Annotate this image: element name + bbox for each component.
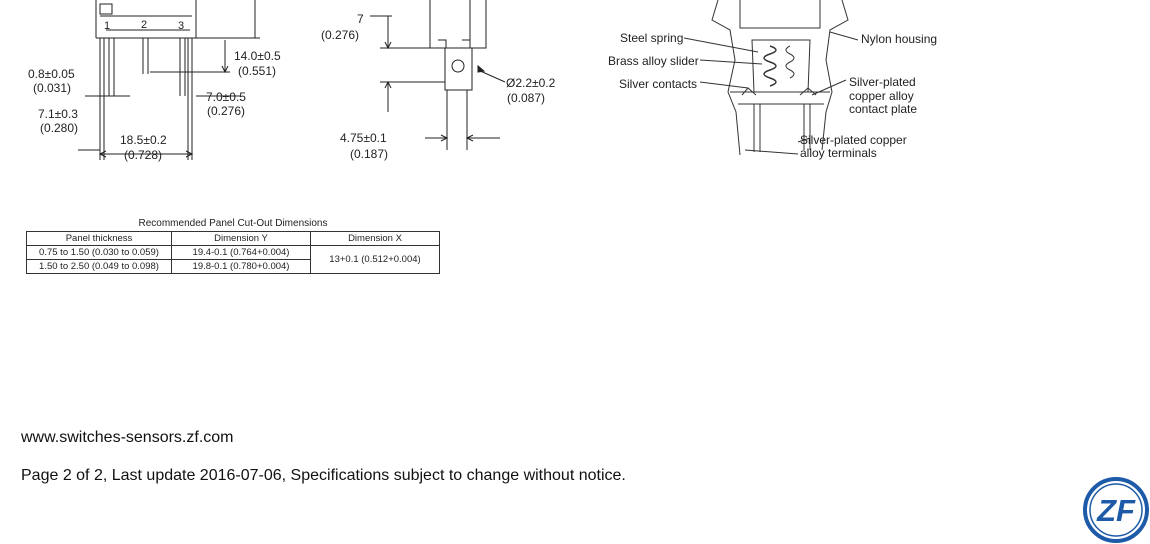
header-dimension-x: Dimension X — [311, 232, 440, 246]
dim-height-in: (0.551) — [238, 64, 277, 78]
dim-span-in: (0.728) — [124, 148, 163, 162]
label-steel-spring: Steel spring — [620, 31, 684, 45]
technical-drawings — [0, 0, 1150, 200]
dim-height: 14.0±0.5 — [234, 49, 281, 63]
label-silver-contacts: Silver contacts — [619, 77, 698, 91]
header-dimension-y: Dimension Y — [172, 232, 311, 246]
label-terminals-2: alloy terminals — [800, 146, 877, 160]
dim-top-in: (0.276) — [321, 28, 360, 42]
cell-dimension-y: 19.8-0.1 (0.780+0.004) — [172, 260, 311, 274]
side-view-labels — [28, 19, 281, 162]
pin-label-1: 1 — [104, 20, 111, 32]
label-brass-slider: Brass alloy slider — [608, 54, 699, 68]
front-view-drawing — [370, 0, 505, 150]
dim-width: 4.75±0.1 — [340, 131, 387, 145]
cross-section-drawing — [684, 0, 858, 155]
cell-thickness: 1.50 to 2.50 (0.049 to 0.098) — [27, 260, 172, 274]
cutout-title: Recommended Panel Cut-Out Dimensions — [138, 218, 328, 229]
pin-label-2: 2 — [141, 19, 148, 31]
pin-label-3: 3 — [178, 20, 185, 32]
dim-lead: 0.8±0.05 — [28, 67, 75, 81]
website-link[interactable]: www.switches-sensors.zf.com — [21, 429, 234, 446]
dim-pitch-in: (0.276) — [207, 104, 246, 118]
header-panel-thickness: Panel thickness — [27, 232, 172, 246]
cell-thickness: 0.75 to 1.50 (0.030 to 0.059) — [27, 246, 172, 260]
dim-top: 7 — [357, 12, 364, 26]
label-terminals-1: Silver-plated copper — [800, 133, 907, 147]
dim-pin-offset: 7.1±0.3 — [38, 107, 78, 121]
label-plate-3: contact plate — [849, 102, 918, 116]
zf-logo-text: ZF — [1097, 493, 1135, 528]
table-header-row — [27, 232, 440, 246]
label-plate-2: copper alloy — [849, 89, 914, 103]
dim-pin-offset-in: (0.280) — [40, 121, 79, 135]
cell-dimension-x: 13+0.1 (0.512+0.004) — [311, 246, 440, 274]
dim-hole: Ø2.2±0.2 — [506, 76, 556, 90]
front-view-labels — [321, 12, 556, 161]
dim-pitch: 7.0±0.5 — [206, 90, 246, 104]
dim-lead-in: (0.031) — [33, 81, 72, 95]
cutout-table — [26, 231, 440, 274]
label-nylon-housing: Nylon housing — [861, 32, 938, 46]
page-footer-note: Page 2 of 2, Last update 2016-07-06, Specifications subject to change without notice. — [21, 467, 626, 484]
dim-width-in: (0.187) — [350, 147, 389, 161]
cell-dimension-y: 19.4-0.1 (0.764+0.004) — [172, 246, 311, 260]
zf-logo — [1082, 476, 1150, 544]
dim-hole-in: (0.087) — [507, 91, 546, 105]
cross-section-labels — [608, 31, 937, 160]
dim-span: 18.5±0.2 — [120, 133, 167, 147]
label-plate-1: Silver-plated — [849, 75, 916, 89]
table-row — [27, 246, 440, 260]
